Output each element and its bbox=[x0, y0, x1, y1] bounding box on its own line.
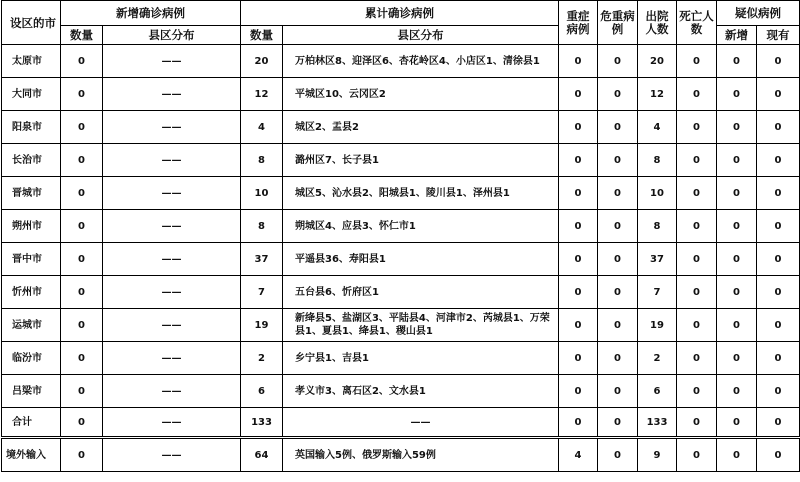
discharged-cell: 6 bbox=[638, 375, 677, 408]
critical-cell: 0 bbox=[598, 408, 638, 438]
new-district-cell: —— bbox=[103, 78, 241, 111]
suspected-current-cell: 0 bbox=[757, 276, 800, 309]
severe-cell: 0 bbox=[559, 342, 598, 375]
discharged-header: 出院人数 bbox=[638, 1, 677, 45]
deaths-cell: 0 bbox=[677, 78, 717, 111]
city-cell: 阳泉市 bbox=[2, 111, 61, 144]
city-cell: 临汾市 bbox=[2, 342, 61, 375]
severe-header: 重症病例 bbox=[559, 1, 598, 45]
discharged-cell: 10 bbox=[638, 177, 677, 210]
new-count-cell: 0 bbox=[61, 144, 103, 177]
cum-count-cell: 8 bbox=[241, 144, 283, 177]
cum-district-cell: 平遥县36、寿阳县1 bbox=[283, 243, 559, 276]
suspected-new-cell: 0 bbox=[717, 210, 757, 243]
new-district-cell: —— bbox=[103, 342, 241, 375]
cum-district-cell: 孝义市3、离石区2、文水县1 bbox=[283, 375, 559, 408]
critical-cell: 0 bbox=[598, 78, 638, 111]
critical-header: 危重病例 bbox=[598, 1, 638, 45]
cum-count-cell: 6 bbox=[241, 375, 283, 408]
deaths-cell: 0 bbox=[677, 438, 717, 472]
suspected-new-cell: 0 bbox=[717, 438, 757, 472]
severe-cell: 0 bbox=[559, 144, 598, 177]
cum-count-cell: 4 bbox=[241, 111, 283, 144]
severe-cell: 0 bbox=[559, 78, 598, 111]
critical-cell: 0 bbox=[598, 45, 638, 78]
new-count-cell: 0 bbox=[61, 111, 103, 144]
cum-count-cell: 64 bbox=[241, 438, 283, 472]
city-cell: 运城市 bbox=[2, 309, 61, 342]
suspected-current-cell: 0 bbox=[757, 438, 800, 472]
critical-cell: 0 bbox=[598, 309, 638, 342]
discharged-cell: 2 bbox=[638, 342, 677, 375]
deaths-cell: 0 bbox=[677, 243, 717, 276]
deaths-cell: 0 bbox=[677, 375, 717, 408]
table-row bbox=[2, 342, 800, 375]
cum-count-cell: 8 bbox=[241, 210, 283, 243]
cum-district-cell: 新绛县5、盐湖区3、平陆县4、河津市2、芮城县1、万荣县1、夏县1、绛县1、稷山县1 bbox=[283, 309, 559, 342]
critical-cell: 0 bbox=[598, 210, 638, 243]
severe-cell: 0 bbox=[559, 375, 598, 408]
cum-count-header: 数量 bbox=[241, 26, 283, 45]
table-row bbox=[2, 78, 800, 111]
suspected-new-cell: 0 bbox=[717, 276, 757, 309]
cum-district-cell: 城区5、沁水县2、阳城县1、陵川县1、泽州县1 bbox=[283, 177, 559, 210]
suspected-current-header: 现有 bbox=[757, 26, 800, 45]
new-count-header: 数量 bbox=[61, 26, 103, 45]
suspected-new-cell: 0 bbox=[717, 144, 757, 177]
suspected-new-cell: 0 bbox=[717, 111, 757, 144]
cum-district-cell: 五台县6、忻府区1 bbox=[283, 276, 559, 309]
discharged-cell: 9 bbox=[638, 438, 677, 472]
table-row bbox=[2, 276, 800, 309]
city-cell: 大同市 bbox=[2, 78, 61, 111]
suspected-current-cell: 0 bbox=[757, 78, 800, 111]
critical-cell: 0 bbox=[598, 342, 638, 375]
table-row bbox=[2, 210, 800, 243]
city-column-header: 设区的市 bbox=[2, 1, 61, 45]
severe-cell: 0 bbox=[559, 408, 598, 438]
new-district-cell: —— bbox=[103, 438, 241, 472]
cum-count-cell: 19 bbox=[241, 309, 283, 342]
new-district-cell: —— bbox=[103, 408, 241, 438]
discharged-cell: 4 bbox=[638, 111, 677, 144]
new-confirmed-header: 新增确诊病例 bbox=[61, 1, 241, 26]
cum-count-cell: 10 bbox=[241, 177, 283, 210]
new-count-cell: 0 bbox=[61, 177, 103, 210]
table-row bbox=[2, 111, 800, 144]
cum-district-cell: —— bbox=[283, 408, 559, 438]
suspected-current-cell: 0 bbox=[757, 177, 800, 210]
critical-cell: 0 bbox=[598, 276, 638, 309]
new-district-cell: —— bbox=[103, 111, 241, 144]
discharged-cell: 37 bbox=[638, 243, 677, 276]
city-cell: 合计 bbox=[2, 408, 61, 438]
discharged-cell: 12 bbox=[638, 78, 677, 111]
city-cell: 忻州市 bbox=[2, 276, 61, 309]
suspected-current-cell: 0 bbox=[757, 342, 800, 375]
cumulative-confirmed-header: 累计确诊病例 bbox=[241, 1, 559, 26]
suspected-new-cell: 0 bbox=[717, 408, 757, 438]
deaths-cell: 0 bbox=[677, 45, 717, 78]
deaths-cell: 0 bbox=[677, 342, 717, 375]
suspected-current-cell: 0 bbox=[757, 45, 800, 78]
city-cell: 太原市 bbox=[2, 45, 61, 78]
severe-cell: 0 bbox=[559, 309, 598, 342]
new-count-cell: 0 bbox=[61, 276, 103, 309]
suspected-header: 疑似病例 bbox=[717, 1, 800, 26]
suspected-current-cell: 0 bbox=[757, 408, 800, 438]
table-row bbox=[2, 375, 800, 408]
imported-row bbox=[2, 438, 800, 472]
new-district-cell: —— bbox=[103, 45, 241, 78]
cum-district-cell: 朔城区4、应县3、怀仁市1 bbox=[283, 210, 559, 243]
city-cell: 朔州市 bbox=[2, 210, 61, 243]
critical-cell: 0 bbox=[598, 144, 638, 177]
deaths-cell: 0 bbox=[677, 276, 717, 309]
suspected-current-cell: 0 bbox=[757, 210, 800, 243]
table-row bbox=[2, 309, 800, 342]
severe-cell: 4 bbox=[559, 438, 598, 472]
suspected-new-cell: 0 bbox=[717, 375, 757, 408]
cum-district-cell: 乡宁县1、吉县1 bbox=[283, 342, 559, 375]
critical-cell: 0 bbox=[598, 111, 638, 144]
suspected-new-cell: 0 bbox=[717, 78, 757, 111]
critical-cell: 0 bbox=[598, 375, 638, 408]
new-district-cell: —— bbox=[103, 375, 241, 408]
discharged-cell: 8 bbox=[638, 210, 677, 243]
deaths-cell: 0 bbox=[677, 177, 717, 210]
suspected-new-cell: 0 bbox=[717, 177, 757, 210]
new-district-cell: —— bbox=[103, 144, 241, 177]
table-row bbox=[2, 45, 800, 78]
new-district-cell: —— bbox=[103, 177, 241, 210]
new-district-cell: —— bbox=[103, 243, 241, 276]
new-count-cell: 0 bbox=[61, 243, 103, 276]
new-count-cell: 0 bbox=[61, 375, 103, 408]
deaths-cell: 0 bbox=[677, 408, 717, 438]
cum-count-cell: 2 bbox=[241, 342, 283, 375]
suspected-new-header: 新增 bbox=[717, 26, 757, 45]
new-district-cell: —— bbox=[103, 276, 241, 309]
discharged-cell: 19 bbox=[638, 309, 677, 342]
cum-count-cell: 12 bbox=[241, 78, 283, 111]
covid-case-table bbox=[1, 0, 800, 472]
city-cell: 晋城市 bbox=[2, 177, 61, 210]
severe-cell: 0 bbox=[559, 111, 598, 144]
discharged-cell: 7 bbox=[638, 276, 677, 309]
new-district-cell: —— bbox=[103, 309, 241, 342]
severe-cell: 0 bbox=[559, 45, 598, 78]
suspected-current-cell: 0 bbox=[757, 309, 800, 342]
critical-cell: 0 bbox=[598, 243, 638, 276]
cum-district-cell: 潞州区7、长子县1 bbox=[283, 144, 559, 177]
deaths-cell: 0 bbox=[677, 210, 717, 243]
new-count-cell: 0 bbox=[61, 309, 103, 342]
new-district-header: 县区分布 bbox=[103, 26, 241, 45]
cum-count-cell: 37 bbox=[241, 243, 283, 276]
table-row bbox=[2, 177, 800, 210]
city-cell: 境外输入 bbox=[2, 438, 61, 472]
new-count-cell: 0 bbox=[61, 210, 103, 243]
total-row bbox=[2, 408, 800, 438]
discharged-cell: 20 bbox=[638, 45, 677, 78]
deaths-header: 死亡人数 bbox=[677, 1, 717, 45]
city-cell: 长治市 bbox=[2, 144, 61, 177]
suspected-new-cell: 0 bbox=[717, 243, 757, 276]
cum-district-cell: 平城区10、云冈区2 bbox=[283, 78, 559, 111]
table-row bbox=[2, 144, 800, 177]
suspected-current-cell: 0 bbox=[757, 144, 800, 177]
critical-cell: 0 bbox=[598, 177, 638, 210]
discharged-cell: 133 bbox=[638, 408, 677, 438]
suspected-current-cell: 0 bbox=[757, 375, 800, 408]
cum-count-cell: 133 bbox=[241, 408, 283, 438]
new-count-cell: 0 bbox=[61, 438, 103, 472]
new-count-cell: 0 bbox=[61, 408, 103, 438]
cum-district-cell: 英国输入5例、俄罗斯输入59例 bbox=[283, 438, 559, 472]
cum-district-cell: 城区2、盂县2 bbox=[283, 111, 559, 144]
severe-cell: 0 bbox=[559, 210, 598, 243]
cum-district-cell: 万柏林区8、迎泽区6、杏花岭区4、小店区1、清徐县1 bbox=[283, 45, 559, 78]
deaths-cell: 0 bbox=[677, 111, 717, 144]
new-count-cell: 0 bbox=[61, 45, 103, 78]
suspected-new-cell: 0 bbox=[717, 45, 757, 78]
cum-count-cell: 20 bbox=[241, 45, 283, 78]
suspected-new-cell: 0 bbox=[717, 342, 757, 375]
severe-cell: 0 bbox=[559, 276, 598, 309]
city-cell: 吕梁市 bbox=[2, 375, 61, 408]
new-count-cell: 0 bbox=[61, 78, 103, 111]
critical-cell: 0 bbox=[598, 438, 638, 472]
cum-district-header: 县区分布 bbox=[283, 26, 559, 45]
table-row bbox=[2, 243, 800, 276]
severe-cell: 0 bbox=[559, 243, 598, 276]
severe-cell: 0 bbox=[559, 177, 598, 210]
discharged-cell: 8 bbox=[638, 144, 677, 177]
new-count-cell: 0 bbox=[61, 342, 103, 375]
cum-count-cell: 7 bbox=[241, 276, 283, 309]
deaths-cell: 0 bbox=[677, 309, 717, 342]
city-cell: 晋中市 bbox=[2, 243, 61, 276]
suspected-new-cell: 0 bbox=[717, 309, 757, 342]
suspected-current-cell: 0 bbox=[757, 111, 800, 144]
suspected-current-cell: 0 bbox=[757, 243, 800, 276]
deaths-cell: 0 bbox=[677, 144, 717, 177]
new-district-cell: —— bbox=[103, 210, 241, 243]
